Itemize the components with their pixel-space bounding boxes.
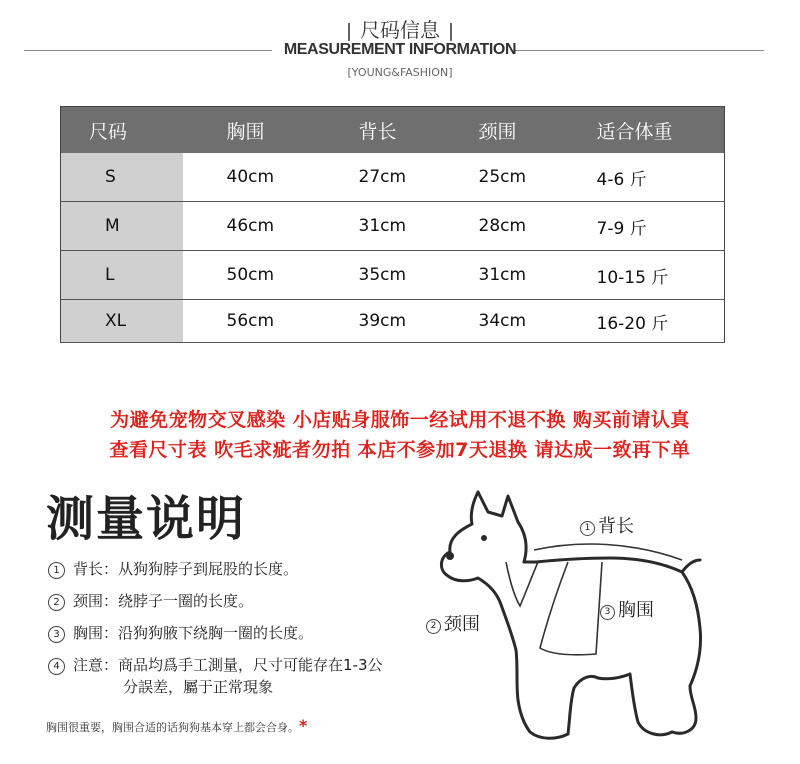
- chest-cell: 50cm: [183, 251, 311, 300]
- size-cell: XL: [61, 300, 183, 343]
- number-badge: 2: [426, 619, 441, 634]
- weight-cell: 16-20 斤: [553, 300, 725, 343]
- table-header-row: [61, 107, 725, 154]
- header-tag: [YOUNG&FASHION]: [347, 66, 453, 79]
- header-subtitle: MEASUREMENT INFORMATION: [283, 41, 517, 58]
- guide-title: 测量说明: [46, 491, 247, 547]
- neck-cell: 28cm: [435, 202, 553, 251]
- back-cell: 39cm: [311, 300, 435, 343]
- header-divider-left: [24, 50, 272, 51]
- back-cell: 27cm: [311, 153, 435, 202]
- size-cell: L: [61, 251, 183, 300]
- table-row: [61, 202, 725, 251]
- header-size: 尺码: [61, 107, 183, 154]
- diagram-label-back-length: 1 背长: [580, 512, 634, 538]
- dog-outline-icon: [441, 492, 700, 738]
- header-back-length: 背长: [311, 107, 435, 154]
- header-weight: 适合体重: [553, 107, 725, 154]
- number-badge: 3: [600, 605, 615, 620]
- guide-item-text: 胸围：沿狗狗腋下绕胸一圈的长度。: [73, 624, 314, 642]
- back-cell: 35cm: [311, 251, 435, 300]
- warning-line-1: 为避免宠物交叉感染 小店贴身服饰一经试用不退不换 购买前请认真: [110, 409, 690, 431]
- guide-item-neck: [48, 590, 253, 612]
- header-neck: 颈围: [435, 107, 553, 154]
- warning-line-2: 查看尺寸表 吹毛求疵者勿拍 本店不参加7天退换 请达成一致再下单: [109, 439, 691, 461]
- title-bar-left: [348, 23, 350, 41]
- size-table: [60, 106, 725, 343]
- size-cell: S: [61, 153, 183, 202]
- guide-item-text-cont: 分誤差，屬于正常現象: [123, 678, 274, 696]
- number-badge: 4: [48, 658, 65, 675]
- header-chest: 胸围: [183, 107, 311, 154]
- guide-item-chest: [48, 622, 313, 644]
- weight-cell: 4-6 斤: [553, 153, 725, 202]
- guide-item-text: 颈围：绕脖子一圈的长度。: [73, 592, 254, 610]
- dog-nose-icon: [446, 552, 454, 560]
- neck-line: [506, 562, 538, 606]
- chest-line: [540, 562, 602, 655]
- neck-cell: 25cm: [435, 153, 553, 202]
- chest-cell: 56cm: [183, 300, 311, 343]
- diagram-label-chest: 3 胸围: [600, 596, 654, 622]
- size-cell: M: [61, 202, 183, 251]
- table-row: [61, 153, 725, 202]
- number-badge: 3: [48, 626, 65, 643]
- number-badge: 1: [48, 562, 65, 579]
- guide-item-text: 注意：商品均爲手工測量，尺寸可能存在1-3公: [73, 656, 383, 674]
- chest-cell: 46cm: [183, 202, 311, 251]
- neck-cell: 34cm: [435, 300, 553, 343]
- table-row: [61, 251, 725, 300]
- header-title: 尺码信息: [0, 14, 800, 43]
- guide-item-notice: [48, 654, 383, 698]
- weight-cell: 7-9 斤: [553, 202, 725, 251]
- chest-note: 胸围很重要，胸围合适的话狗狗基本穿上都会合身。*: [46, 716, 308, 735]
- chest-cell: 40cm: [183, 153, 311, 202]
- dog-eye-icon: [481, 535, 487, 541]
- number-badge: 2: [48, 594, 65, 611]
- title-bar-right: [450, 23, 452, 41]
- weight-cell: 10-15 斤: [553, 251, 725, 300]
- diagram-label-neck: 2 颈围: [426, 610, 480, 636]
- asterisk-mark: *: [299, 716, 308, 735]
- back-cell: 31cm: [311, 202, 435, 251]
- header-divider-right: [514, 50, 764, 51]
- guide-item-back-length: [48, 558, 298, 580]
- guide-item-text: 背长：从狗狗脖子到屁股的长度。: [73, 560, 299, 578]
- table-row: [61, 300, 725, 343]
- neck-cell: 31cm: [435, 251, 553, 300]
- number-badge: 1: [580, 521, 595, 536]
